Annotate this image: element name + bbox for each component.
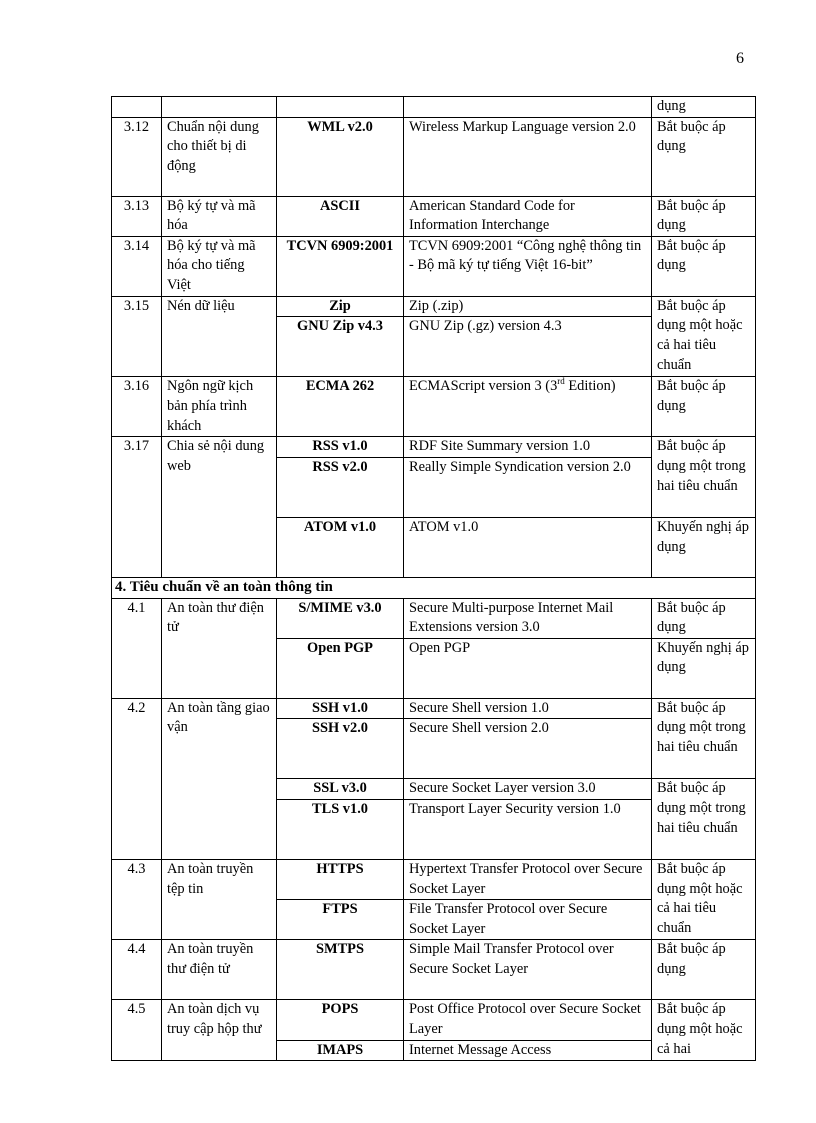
row-number: 4.3 xyxy=(112,859,162,939)
row-number: 4.2 xyxy=(112,698,162,859)
applicability-cell: Bắt buộc áp dụng xyxy=(652,940,756,1000)
description-cell: GNU Zip (.gz) version 4.3 xyxy=(404,317,652,377)
section-title: 4. Tiêu chuẩn về an toàn thông tin xyxy=(112,577,756,598)
table-row xyxy=(112,236,756,296)
applicability-cell: dụng xyxy=(652,97,756,118)
applicability-cell: Bắt buộc áp dụng một hoặc cả hai xyxy=(652,1000,756,1061)
applicability-cell: Bắt buộc áp dụng một trong hai tiêu chuẩn xyxy=(652,437,756,518)
table-row xyxy=(112,437,756,458)
table-row xyxy=(112,296,756,317)
row-number: 3.15 xyxy=(112,296,162,377)
standard-code: GNU Zip v4.3 xyxy=(277,317,404,377)
row-number: 3.17 xyxy=(112,437,162,578)
category-cell: Bộ ký tự và mã hóa cho tiếng Việt xyxy=(162,236,277,296)
standard-code: POPS xyxy=(277,1000,404,1040)
row-number: 3.12 xyxy=(112,117,162,196)
description-cell: Really Simple Syndication version 2.0 xyxy=(404,457,652,517)
description-cell: Internet Message Access xyxy=(404,1040,652,1061)
standard-code: ATOM v1.0 xyxy=(277,517,404,577)
standards-table xyxy=(111,96,756,1061)
applicability-cell: Bắt buộc áp dụng một trong hai tiêu chuẩn xyxy=(652,779,756,860)
standard-code: Open PGP xyxy=(277,638,404,698)
description-cell: Wireless Markup Language version 2.0 xyxy=(404,117,652,196)
category-cell: An toàn truyền tệp tin xyxy=(162,859,277,939)
applicability-cell: Bắt buộc áp dụng một trong hai tiêu chuẩn xyxy=(652,698,756,779)
category-cell: An toàn truyền thư điện tử xyxy=(162,940,277,1000)
standard-code: FTPS xyxy=(277,900,404,940)
row-number: 3.16 xyxy=(112,377,162,437)
description-cell: Open PGP xyxy=(404,638,652,698)
row-number: 4.4 xyxy=(112,940,162,1000)
description-cell: Secure Multi-purpose Internet Mail Extensions version 3.0 xyxy=(404,598,652,638)
table-row xyxy=(112,940,756,1000)
category-cell: Bộ ký tự và mã hóa xyxy=(162,196,277,236)
description-cell: American Standard Code for Information Interchange xyxy=(404,196,652,236)
category-cell: An toàn tầng giao vận xyxy=(162,698,277,859)
description-cell: ECMAScript version 3 (3rd Edition) xyxy=(404,377,652,437)
description-cell: Transport Layer Security version 1.0 xyxy=(404,799,652,859)
section-heading-row xyxy=(112,577,756,598)
standard-code: RSS v2.0 xyxy=(277,457,404,517)
description-cell: File Transfer Protocol over Secure Socket Layer xyxy=(404,900,652,940)
standard-code: ASCII xyxy=(277,196,404,236)
description-cell: Zip (.zip) xyxy=(404,296,652,317)
description-cell: Secure Socket Layer version 3.0 xyxy=(404,779,652,800)
row-number: 4.1 xyxy=(112,598,162,698)
category-cell: An toàn thư điện tử xyxy=(162,598,277,698)
category-cell: Ngôn ngữ kịch bản phía trình khách xyxy=(162,377,277,437)
standard-code: SMTPS xyxy=(277,940,404,1000)
standard-code: Zip xyxy=(277,296,404,317)
standard-code: SSH v2.0 xyxy=(277,719,404,779)
table-row xyxy=(112,377,756,437)
standard-code: ECMA 262 xyxy=(277,377,404,437)
standard-code: SSH v1.0 xyxy=(277,698,404,719)
table-row xyxy=(112,196,756,236)
standard-code: HTTPS xyxy=(277,859,404,899)
standard-code: IMAPS xyxy=(277,1040,404,1061)
applicability-cell: Khuyến nghị áp dụng xyxy=(652,638,756,698)
category-cell: Nén dữ liệu xyxy=(162,296,277,377)
page-number: 6 xyxy=(736,50,744,67)
category-cell: An toàn dịch vụ truy cập hộp thư xyxy=(162,1000,277,1061)
category-cell: Chia sẻ nội dung web xyxy=(162,437,277,578)
applicability-cell: Bắt buộc áp dụng xyxy=(652,196,756,236)
description-cell: Secure Shell version 1.0 xyxy=(404,698,652,719)
applicability-cell: Bắt buộc áp dụng một hoặc cả hai tiêu chuẩn xyxy=(652,296,756,377)
applicability-cell: Bắt buộc áp dụng một hoặc cả hai tiêu chuẩn xyxy=(652,859,756,939)
standard-code: TCVN 6909:2001 xyxy=(277,236,404,296)
description-cell: Simple Mail Transfer Protocol over Secure Socket Layer xyxy=(404,940,652,1000)
standard-code: RSS v1.0 xyxy=(277,437,404,458)
applicability-cell: Bắt buộc áp dụng xyxy=(652,236,756,296)
table-row xyxy=(112,859,756,899)
row-number: 4.5 xyxy=(112,1000,162,1061)
table-row xyxy=(112,97,756,118)
standard-code: TLS v1.0 xyxy=(277,799,404,859)
table-row xyxy=(112,117,756,196)
row-number: 3.14 xyxy=(112,236,162,296)
table-row xyxy=(112,1000,756,1040)
applicability-cell: Bắt buộc áp dụng xyxy=(652,598,756,638)
description-cell: Hypertext Transfer Protocol over Secure Socket Layer xyxy=(404,859,652,899)
table-row xyxy=(112,598,756,638)
description-cell: ATOM v1.0 xyxy=(404,517,652,577)
standard-code: S/MIME v3.0 xyxy=(277,598,404,638)
table-row xyxy=(112,698,756,719)
applicability-cell: Khuyến nghị áp dụng xyxy=(652,517,756,577)
description-cell: RDF Site Summary version 1.0 xyxy=(404,437,652,458)
description-cell: Post Office Protocol over Secure Socket Layer xyxy=(404,1000,652,1040)
standard-code: WML v2.0 xyxy=(277,117,404,196)
standard-code: SSL v3.0 xyxy=(277,779,404,800)
row-number: 3.13 xyxy=(112,196,162,236)
applicability-cell: Bắt buộc áp dụng xyxy=(652,377,756,437)
description-cell: Secure Shell version 2.0 xyxy=(404,719,652,779)
category-cell: Chuẩn nội dung cho thiết bị di động xyxy=(162,117,277,196)
applicability-cell: Bắt buộc áp dụng xyxy=(652,117,756,196)
description-cell: TCVN 6909:2001 “Công nghệ thông tin - Bộ mã ký tự tiếng Việt 16-bit” xyxy=(404,236,652,296)
